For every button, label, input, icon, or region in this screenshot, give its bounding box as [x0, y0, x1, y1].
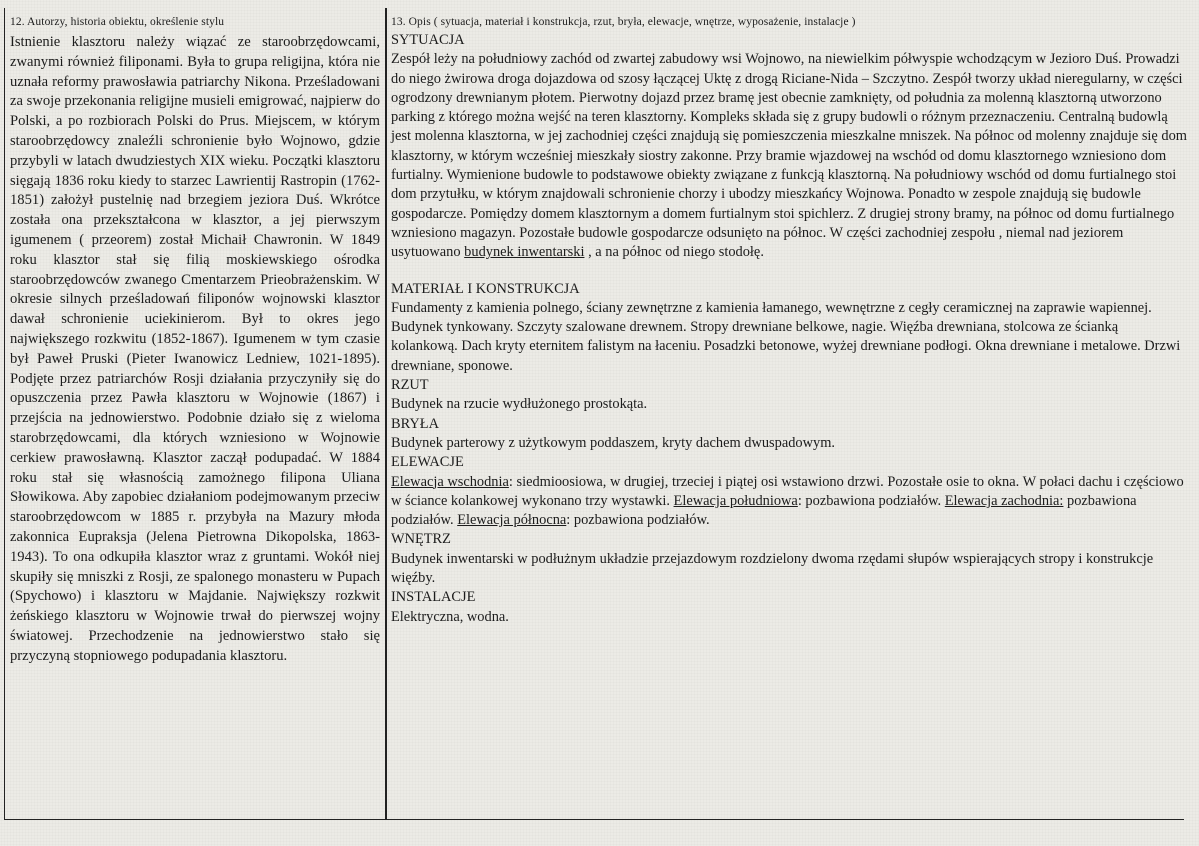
section-text-instalacje: Elektryczna, wodna. [391, 608, 509, 625]
elewacja-wschodnia-label: Elewacja wschodnia [391, 473, 509, 490]
section-title-wnetrz: WNĘTRZ [391, 531, 451, 548]
elewacja-poludniowa-text: : pozbawiona podziałów. [797, 492, 945, 509]
column-divider-line [385, 8, 387, 820]
history-column [10, 13, 380, 667]
section-text-rzut: Budynek na rzucie wydłużonego prostokąta. [391, 396, 648, 413]
section-title-elewacje: ELEWACJE [391, 454, 464, 471]
section-title-material: MATERIAŁ I KONSTRUKCJA [391, 280, 580, 297]
section-text-elewacje [391, 473, 1187, 531]
section-text-wnetrz: Budynek inwentarski w podłużnym układzie przejazdowym rozdzielony dwoma rzędami słupów wspierających stropy i konstrukcje więźby. [391, 550, 1154, 587]
elewacja-poludniowa-label: Elewacja południowa [673, 492, 798, 509]
section-title-rzut: RZUT [391, 377, 429, 394]
section-title-sytuacja: SYTUACJA [391, 32, 465, 48]
section-title-instalacje: INSTALACJE [391, 589, 476, 606]
history-heading: 12. Autorzy, historia obiektu, określenie stylu [10, 16, 225, 28]
bottom-border-line [4, 819, 1184, 820]
elewacja-zachodnia-text: pozbawiona podziałów. [391, 492, 1137, 529]
sytuacja-text-part2: , a na północ od niego stodołę. [584, 244, 764, 261]
budynek-inwentarski-link: budynek inwentarski [464, 244, 585, 261]
elewacja-polnocna-label: Elewacja północna [457, 512, 567, 529]
description-column [391, 13, 1187, 627]
section-title-bryla: BRYŁA [391, 415, 439, 432]
history-text: Istnienie klasztoru należy wiązać ze staroobrzędowcami, zwanymi również filiponami. Była to grupa religijna, która nie uznała reformy prawosławia patriarchy Nikona. Prześladowani za swoje przekonania religijne musieli emigrować, najpierw do Polski, a po rozbiorach Polski do Prus. Miejscem, w którym staroobrzędowcy znaleźli schronienie było Wojnowo, gdzie przybyli w latach dwudziestych XIX wieku. Początki klasztoru sięgają 1836 roku kiedy to starzec Lawrientij Rastropin (1762-1851) założył pustelnię nad brzegiem jeziora Duś. Wkrótce została ona przekształcona w klasztor, a jej pierwszym igumenem ( przeorem) został Michaił Chawronin. W 1849 roku klasztor stał się filią moskiewskiego ośrodka staroobrzędowców zwanego Cmentarzem Prieobrażenskim. W okresie silnych prześladowań filiponów wojnowski klasztor dawał schronienie uciekinierom. Był to okres jego największego rozkwitu (1852-1867). Igumenem w tym czasie był Paweł Pruski (Pieter Iwanowicz Ledniew, 1021-1895). Podjęte przez patriarchów Rosji działania przyczyniły się do opuszczenia przez Pawła klasztoru w Wojnowie (1867) i przejścia na jednowierstwo. Podobnie działo się z wieloma starobrzędowcami, dla których wzniesiono w Wojnowie cerkiew prawosławną. Klasztor zaczął podupadać. W 1884 roku stał się własnością zamożnego filipona Uliana Słowikowa. Aby zapobiec działaniom podejmowanym przeciw staroobrzędowcom w 1885 r. przybyła na Mazury młoda zakonnica Eupraksja (Jelena Pietrowna Dikopolska, 1863-1943). To ona odkupiła klasztor wraz z gruntami. Wokół niej skupiły się mniszki z Rosji, ze spalonego monasteru w Pupach (Spychowo) i klasztoru w Majdanie. Największy rozkwit żeńskiego klasztoru w Wojnowie trwał do pierwszej wojny światowej. Przechodzenie na jednowierstwo stało się przyczyną stopniowego podupadania klasztoru. [10, 34, 380, 664]
elewacja-polnocna-text: : pozbawiona podziałów. [566, 512, 710, 529]
description-heading: 13. Opis ( sytuacja, materiał i konstrukcja, rzut, bryła, elewacje, wnętrze, wyposażenie, instalacje ) [391, 16, 856, 28]
sytuacja-text-part1: Zespół leży na południowy zachód od zwartej zabudowy wsi Wojnowo, na niewielkim półwyspie wchodzącym w Jezioro Duś. Prowadzi do niego żwirowa droga dojazdowa od szosy łączącej Uktę z drogą Riciane-Nida – Szczytno. Zespół tworzy układ nieregularny, w części ogrodzony drewnianym płotem. Pierwotny dojazd przez bramę jest obecnie zamknięty, od południa za molenną klasztorną utworzono parking z którego można wejść na teren klasztorny. Kompleks składa się z grupy budowli o różnym przeznaczeniu. Centralną budowlą jest molenna klasztorna, w jej zachodniej części znajdują się pomieszczenia mieszkalne mniszek. Na północ od molenny znajduje się dom klasztorny, w którym wcześniej mieszkały siostry zakonne. Przy bramie wjazdowej na wschód od domu klasztornego wzniesiono dom furtialny. Wymienione budowle to podstawowe obiekty związane z funkcją klasztorną. Na południowy wschód od domu furtialnego stoi dom przytułku, w którym znajdowali schronienie chorzy i ubodzy mieszkańcy Wojnowa. Ponadto w zespole znajdują się budowle gospodarcze. Pomiędzy domem klasztornym a domem furtialnym stoi spichlerz. Z drugiej strony bramy, na północ od domu furtialnego wzniesiono magazyn. Pozostałe budowle gospodarcze odsunięto na północ. W części zachodniej zespołu , niemal nad jeziorem usytuowano [391, 51, 1188, 261]
section-text-bryla: Budynek parterowy z użytkowym poddaszem, kryty dachem dwuspadowym. [391, 434, 836, 451]
elewacja-wschodnia-text: : siedmioosiowa, w drugiej, trzeciej i piątej osi wstawiono drzwi. Pozostałe osie to okna. W połaci dachu i częściowo w ściance kolankowej wykonano trzy wystawki. [391, 473, 1184, 509]
section-text-material: Fundamenty z kamienia polnego, ściany zewnętrzne z kamienia łamanego, wewnętrzne z cegły ceramicznej na zaprawie wapiennej. Budynek tynkowany. Szczyty szalowane drewnem. Stropy drewniane belkowe, nagie. Więźba drewniana, stolcowa ze ścianką kolankową. Dach kryty eternitem falistym na łaceniu. Posadzki betonowe, wyżej drewniane podłogi. Okna drewniane i metalowe. Drzwi drewniane, sponowe. [391, 299, 1181, 374]
left-border-line [4, 8, 5, 820]
elewacja-zachodnia-label: Elewacja zachodnia: [944, 492, 1064, 509]
section-text-sytuacja [391, 50, 1187, 262]
